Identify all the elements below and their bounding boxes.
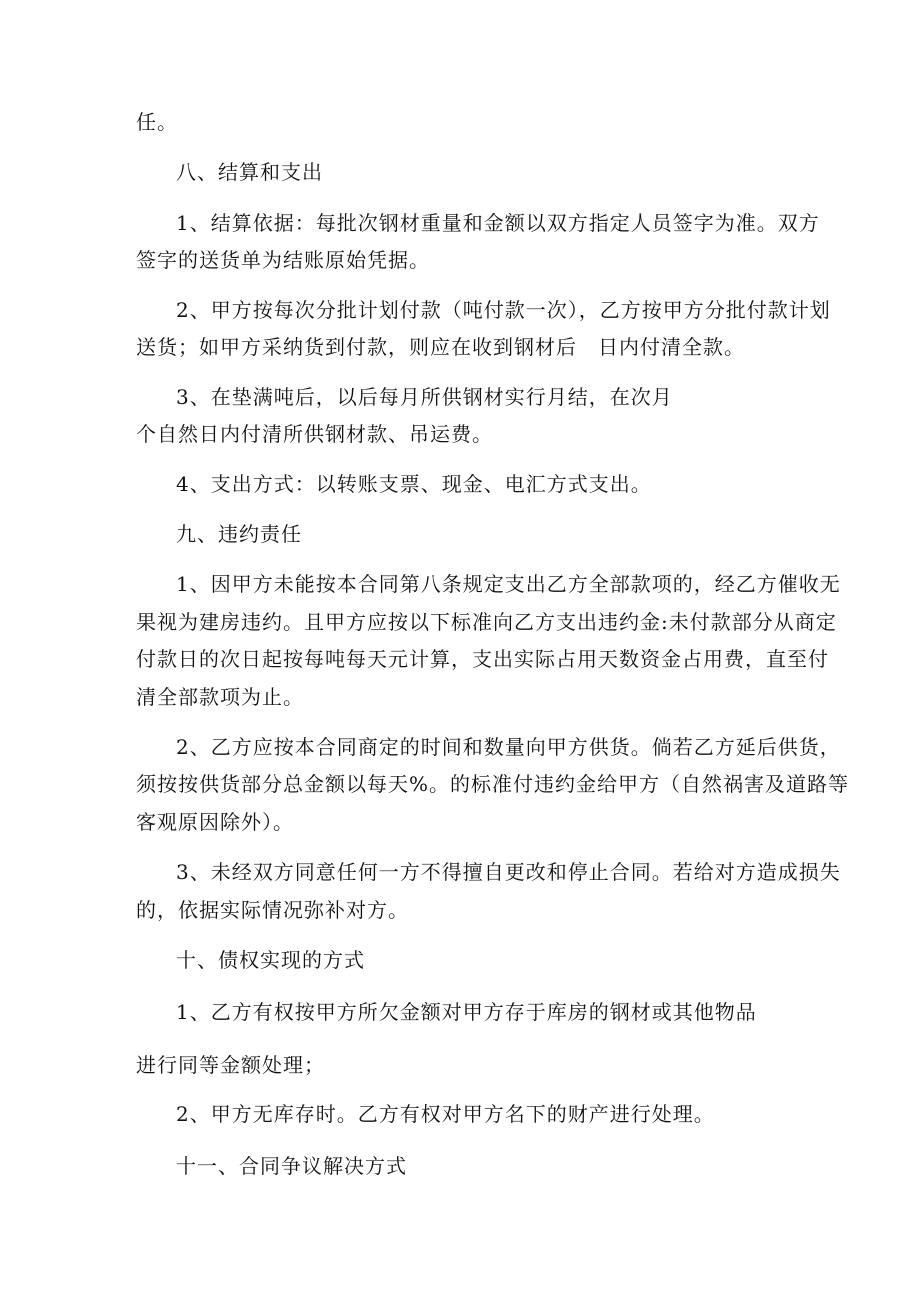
text-line: 2、乙方应按本合同商定的时间和数量向甲方供货。倘若乙方延后供货， (176, 735, 841, 759)
text-line: 的，依据实际情况弥补对方。 (136, 898, 409, 922)
text-line: 3、在垫满吨后，以后每月所供钢材实行月结，在次月 (176, 385, 673, 409)
text-line: 须按按供货部分总金额以每天%。的标准付违约金给甲方（自然祸害及道路等 (136, 772, 850, 796)
section-heading: 十、债权实现的方式 (176, 948, 365, 972)
text-line: 1、结算依据：每批次钢材重量和金额以双方指定人员签字为准。双方 (176, 211, 820, 235)
text-line: 1、因甲方未能按本合同第八条规定支出乙方全部款项的，经乙方催收无 (176, 572, 841, 596)
text-line: 1、乙方有权按甲方所欠金额对甲方存于库房的钢材或其他物品 (176, 1000, 757, 1024)
text-line: 4、支出方式：以转账支票、现金、电汇方式支出。 (176, 472, 652, 496)
text-line: 2、甲方按每次分批计划付款（吨付款一次），乙方按甲方分批付款计划 (176, 298, 831, 322)
text-line: 签字的送货单为结账原始凭据。 (136, 248, 430, 272)
text-line: 付款日的次日起按每吨每天元计算，支出实际占用天数资金占用费，直至付 (136, 647, 829, 671)
text-line: 送货；如甲方采纳货到付款，则应在收到钢材后 日内付清全款。 (136, 335, 745, 359)
text-line: 清全部款项为止。 (136, 685, 304, 709)
text-line: 果视为建房违约。且甲方应按以下标准向乙方支出违约金:未付款部分从商定 (136, 610, 837, 634)
text-line: 任。 (136, 110, 178, 134)
text-line: 个自然日内付清所供钢材款、吊运费。 (136, 422, 493, 446)
section-heading: 十一、合同争议解决方式 (176, 1154, 407, 1178)
section-heading: 八、结算和支出 (176, 160, 323, 184)
text-line: 客观原因除外）。 (136, 810, 294, 834)
text-line: 2、甲方无库存时。乙方有权对甲方名下的财产进行处理。 (176, 1102, 715, 1126)
text-line: 进行同等金额处理； (136, 1053, 325, 1077)
text-line: 3、未经双方同意任何一方不得擅自更改和停止合同。若给对方造成损失 (176, 860, 841, 884)
section-heading: 九、违约责任 (176, 522, 302, 546)
